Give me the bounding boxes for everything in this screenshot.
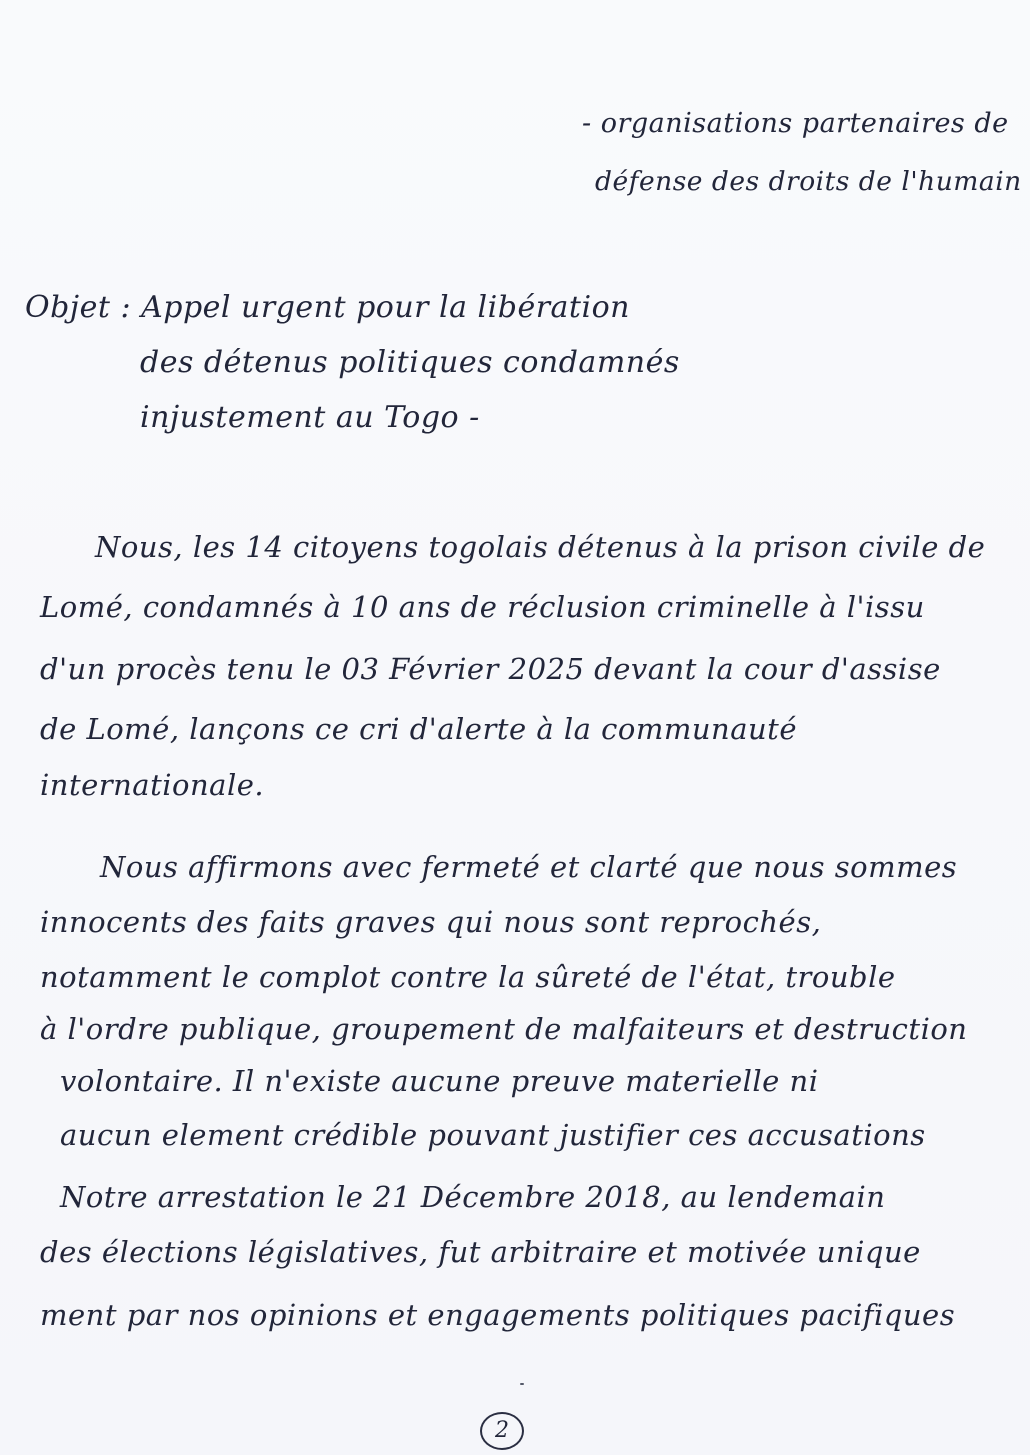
paper-speck xyxy=(520,1383,524,1385)
p2-line-5: volontaire. Il n'existe aucune preuve materielle ni xyxy=(60,1064,819,1098)
p2-line-2: innocents des faits graves qui nous sont reprochés, xyxy=(40,905,822,939)
object-line-3: injustement au Togo - xyxy=(140,400,480,435)
p2-line-3: notamment le complot contre la sûreté de l'état, trouble xyxy=(40,960,896,994)
p2-line-9: ment par nos opinions et engagements politiques pacifiques xyxy=(40,1298,956,1332)
p1-line-3: d'un procès tenu le 03 Février 2025 devant la cour d'assise xyxy=(40,652,941,686)
p2-line-1: Nous affirmons avec fermeté et clarté que nous sommes xyxy=(100,850,958,884)
recipient-line-1: - organisations partenaires de xyxy=(582,108,1009,139)
object-line-2: des détenus politiques condamnés xyxy=(140,345,680,380)
page-number: 2 xyxy=(480,1412,524,1450)
p2-line-7: Notre arrestation le 21 Décembre 2018, au lendemain xyxy=(60,1180,886,1214)
recipient-line-2: défense des droits de l'humain xyxy=(595,166,1022,197)
object-line-1: Objet : Appel urgent pour la libération xyxy=(25,290,630,325)
p2-line-6: aucun element crédible pouvant justifier ces accusations xyxy=(60,1118,926,1152)
p2-line-8: des élections législatives, fut arbitraire et motivée unique xyxy=(40,1235,921,1269)
p2-line-4: à l'ordre publique, groupement de malfaiteurs et destruction xyxy=(40,1012,968,1046)
p1-line-1: Nous, les 14 citoyens togolais détenus à la prison civile de xyxy=(95,530,986,564)
p1-line-2: Lomé, condamnés à 10 ans de réclusion criminelle à l'issu xyxy=(40,590,925,624)
p1-line-5: internationale. xyxy=(40,768,265,802)
p1-line-4: de Lomé, lançons ce cri d'alerte à la communauté xyxy=(40,712,797,746)
